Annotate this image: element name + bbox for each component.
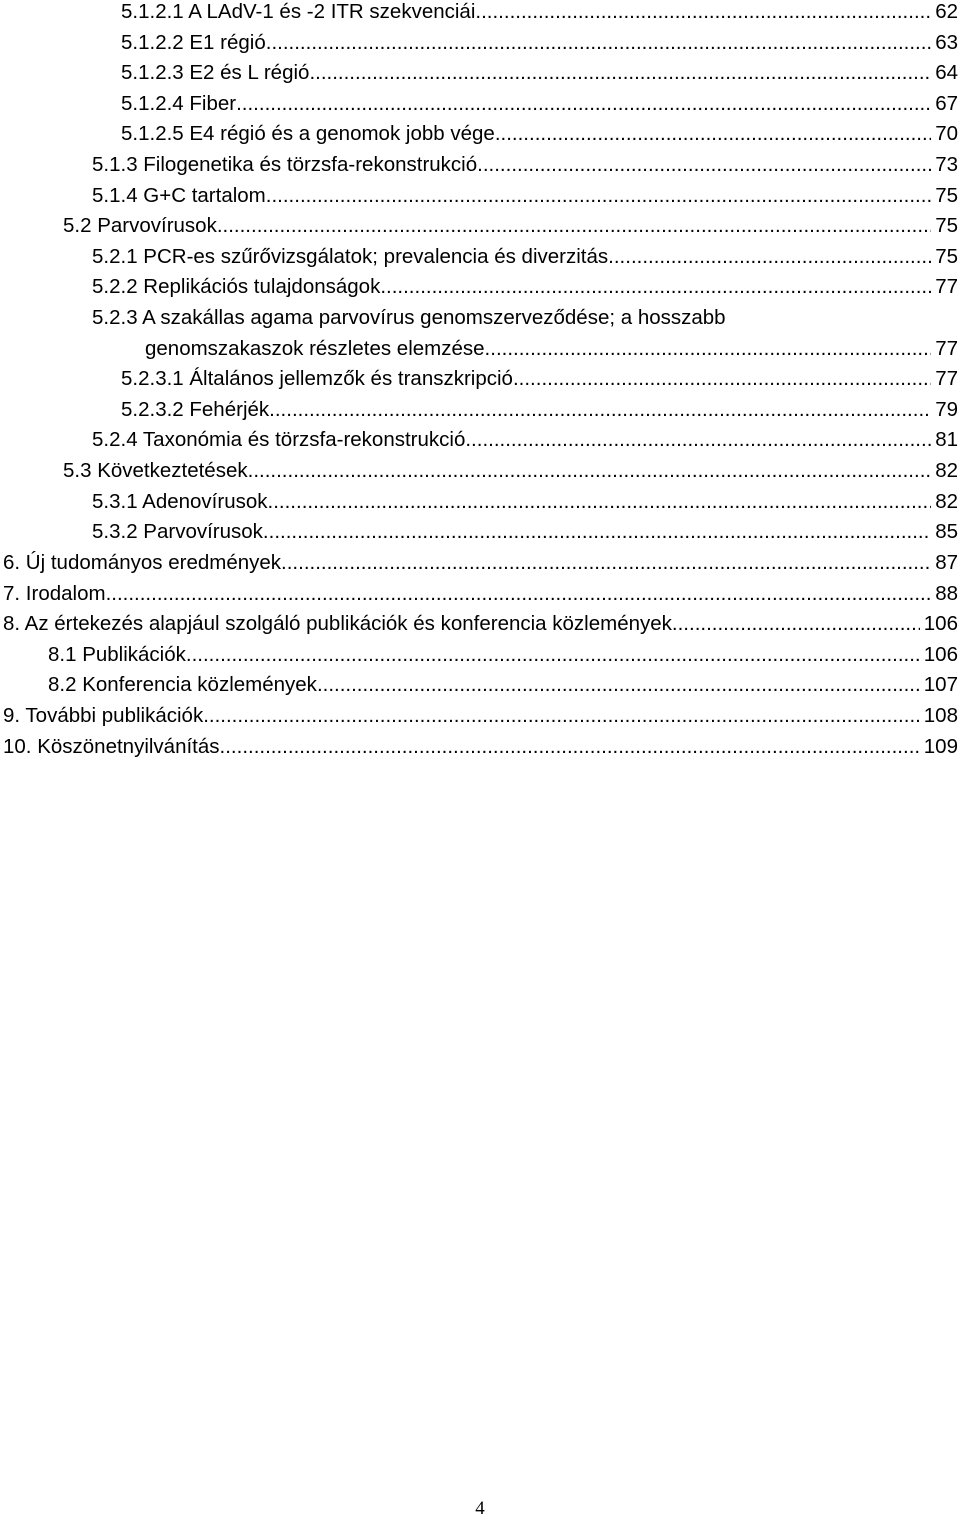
toc-entry-title: 5.2.2 Replikációs tulajdonságok bbox=[92, 275, 381, 298]
toc-entry-page: 106 bbox=[923, 643, 958, 666]
toc-entry-title: 9. További publikációk bbox=[3, 704, 204, 727]
toc-entry-page: 75 bbox=[935, 184, 958, 207]
toc-entry-page: 77 bbox=[935, 367, 958, 390]
toc-entry-page: 75 bbox=[935, 214, 958, 237]
toc-entry-title-line1[interactable]: 5.2.3 A szakállas agama parvovírus genomszerveződése; a hosszabb bbox=[92, 306, 726, 329]
toc-entry[interactable] bbox=[3, 735, 958, 759]
toc-entry[interactable] bbox=[48, 673, 958, 697]
toc-entry-page: 81 bbox=[935, 428, 958, 451]
toc-entry-page: 109 bbox=[923, 735, 958, 758]
page-number: 4 bbox=[475, 1498, 485, 1519]
toc-entry[interactable] bbox=[92, 428, 958, 452]
toc-entry[interactable] bbox=[63, 459, 958, 483]
toc-entry[interactable] bbox=[92, 520, 958, 544]
toc-dot-leader bbox=[266, 31, 931, 55]
toc-entry-title: 5.1.4 G+C tartalom bbox=[92, 184, 266, 207]
toc-entry-title: 5.2.3.2 Fehérjék bbox=[121, 398, 270, 421]
toc-entry-page: 73 bbox=[935, 153, 958, 176]
toc-entry-title: 6. Új tudományos eredmények bbox=[3, 551, 282, 574]
toc-entry[interactable] bbox=[48, 643, 958, 667]
toc-entry-title: 8.2 Konferencia közlemények bbox=[48, 673, 317, 696]
toc-entry-title: 5.3.1 Adenovírusok bbox=[92, 490, 268, 513]
toc-entry-title: genomszakaszok részletes elemzése bbox=[145, 337, 485, 360]
toc-entry-page: 75 bbox=[935, 245, 958, 268]
toc-entry-title: 5.3 Következtetések bbox=[63, 459, 248, 482]
toc-entry-page: 64 bbox=[935, 61, 958, 84]
toc-entry-page: 77 bbox=[935, 275, 958, 298]
toc-entry[interactable] bbox=[121, 61, 958, 85]
toc-entry[interactable] bbox=[121, 367, 958, 391]
toc-entry[interactable] bbox=[3, 704, 958, 728]
toc-entry[interactable] bbox=[121, 122, 958, 146]
toc-entry[interactable] bbox=[92, 275, 958, 299]
toc-entry[interactable] bbox=[63, 214, 958, 238]
toc-entry[interactable] bbox=[92, 184, 958, 208]
toc-entry-title: 5.2 Parvovírusok bbox=[63, 214, 217, 237]
toc-dot-leader bbox=[186, 643, 920, 667]
toc-dot-leader bbox=[477, 153, 931, 177]
toc-entry[interactable] bbox=[3, 551, 958, 575]
toc-entry-page: 63 bbox=[935, 31, 958, 54]
toc-dot-leader bbox=[248, 459, 932, 483]
toc-entry-title: 7. Irodalom bbox=[3, 582, 106, 605]
toc-entry[interactable] bbox=[121, 398, 958, 422]
toc-entry-title: 5.1.2.2 E1 régió bbox=[121, 31, 266, 54]
toc-dot-leader bbox=[495, 122, 931, 146]
toc-entry-page: 108 bbox=[923, 704, 958, 727]
toc-entry-title: 5.1.3 Filogenetika és törzsfa-rekonstrukció bbox=[92, 153, 478, 176]
toc-entry-page: 82 bbox=[935, 459, 958, 482]
toc-dot-leader bbox=[465, 428, 931, 452]
toc-entry-title: 5.1.2.3 E2 és L régió bbox=[121, 61, 310, 84]
toc-entry[interactable] bbox=[92, 490, 958, 514]
toc-entry-page: 106 bbox=[923, 612, 958, 635]
toc-entry-title: 5.1.2.1 A LAdV-1 és -2 ITR szekvenciái bbox=[121, 0, 476, 23]
toc-entry-title: 5.2.3.1 Általános jellemzők és transzkripció bbox=[121, 367, 513, 390]
toc-entry-page: 67 bbox=[935, 92, 958, 115]
toc-entry-page: 79 bbox=[935, 398, 958, 421]
toc-entry-title: 5.1.2.5 E4 régió és a genomok jobb vége bbox=[121, 122, 495, 145]
toc-entry-title: 5.2.1 PCR-es szűrővizsgálatok; prevalencia és diverzitás bbox=[92, 245, 609, 268]
toc-entry[interactable] bbox=[145, 337, 958, 361]
toc-entry-page: 88 bbox=[935, 582, 958, 605]
toc-dot-leader bbox=[203, 704, 920, 728]
toc-dot-leader bbox=[281, 551, 931, 575]
toc-entry[interactable] bbox=[92, 153, 958, 177]
toc-entry[interactable] bbox=[3, 612, 958, 636]
toc-dot-leader bbox=[475, 0, 931, 24]
toc-dot-leader bbox=[217, 214, 931, 238]
toc-entry-title: 8. Az értekezés alapjául szolgáló publikációk és konferencia közlemények bbox=[3, 612, 672, 635]
toc-entry-page: 82 bbox=[935, 490, 958, 513]
toc-entry-page: 87 bbox=[935, 551, 958, 574]
toc-entry[interactable] bbox=[92, 245, 958, 269]
toc-dot-leader bbox=[672, 612, 920, 636]
toc-entry-page: 85 bbox=[935, 520, 958, 543]
toc-entry[interactable] bbox=[121, 92, 958, 116]
toc-dot-leader bbox=[220, 735, 920, 759]
toc-entry[interactable] bbox=[121, 31, 958, 55]
toc-dot-leader bbox=[269, 398, 931, 422]
toc-dot-leader bbox=[608, 245, 931, 269]
toc-entry-title: 8.1 Publikációk bbox=[48, 643, 186, 666]
toc-dot-leader bbox=[380, 275, 931, 299]
toc-entry-title: 5.3.2 Parvovírusok bbox=[92, 520, 263, 543]
toc-dot-leader bbox=[485, 337, 932, 361]
toc-dot-leader bbox=[266, 184, 931, 208]
toc-dot-leader bbox=[513, 367, 931, 391]
toc-entry-page: 70 bbox=[935, 122, 958, 145]
toc-entry[interactable] bbox=[121, 0, 958, 24]
toc-entry-title: 5.1.2.4 Fiber bbox=[121, 92, 237, 115]
toc-entry-title: 10. Köszönetnyilvánítás bbox=[3, 735, 220, 758]
toc-dot-leader bbox=[309, 61, 931, 85]
toc-dot-leader bbox=[263, 520, 931, 544]
toc-dot-leader bbox=[106, 582, 932, 606]
toc-entry-title: 5.2.4 Taxonómia és törzsfa-rekonstrukció bbox=[92, 428, 466, 451]
toc-dot-leader bbox=[236, 92, 931, 116]
toc-dot-leader bbox=[268, 490, 932, 514]
toc-entry-page: 62 bbox=[935, 0, 958, 23]
toc-entry-page: 107 bbox=[923, 673, 958, 696]
toc-dot-leader bbox=[317, 673, 920, 697]
toc-entry[interactable] bbox=[3, 582, 958, 606]
toc-entry-page: 77 bbox=[935, 337, 958, 360]
